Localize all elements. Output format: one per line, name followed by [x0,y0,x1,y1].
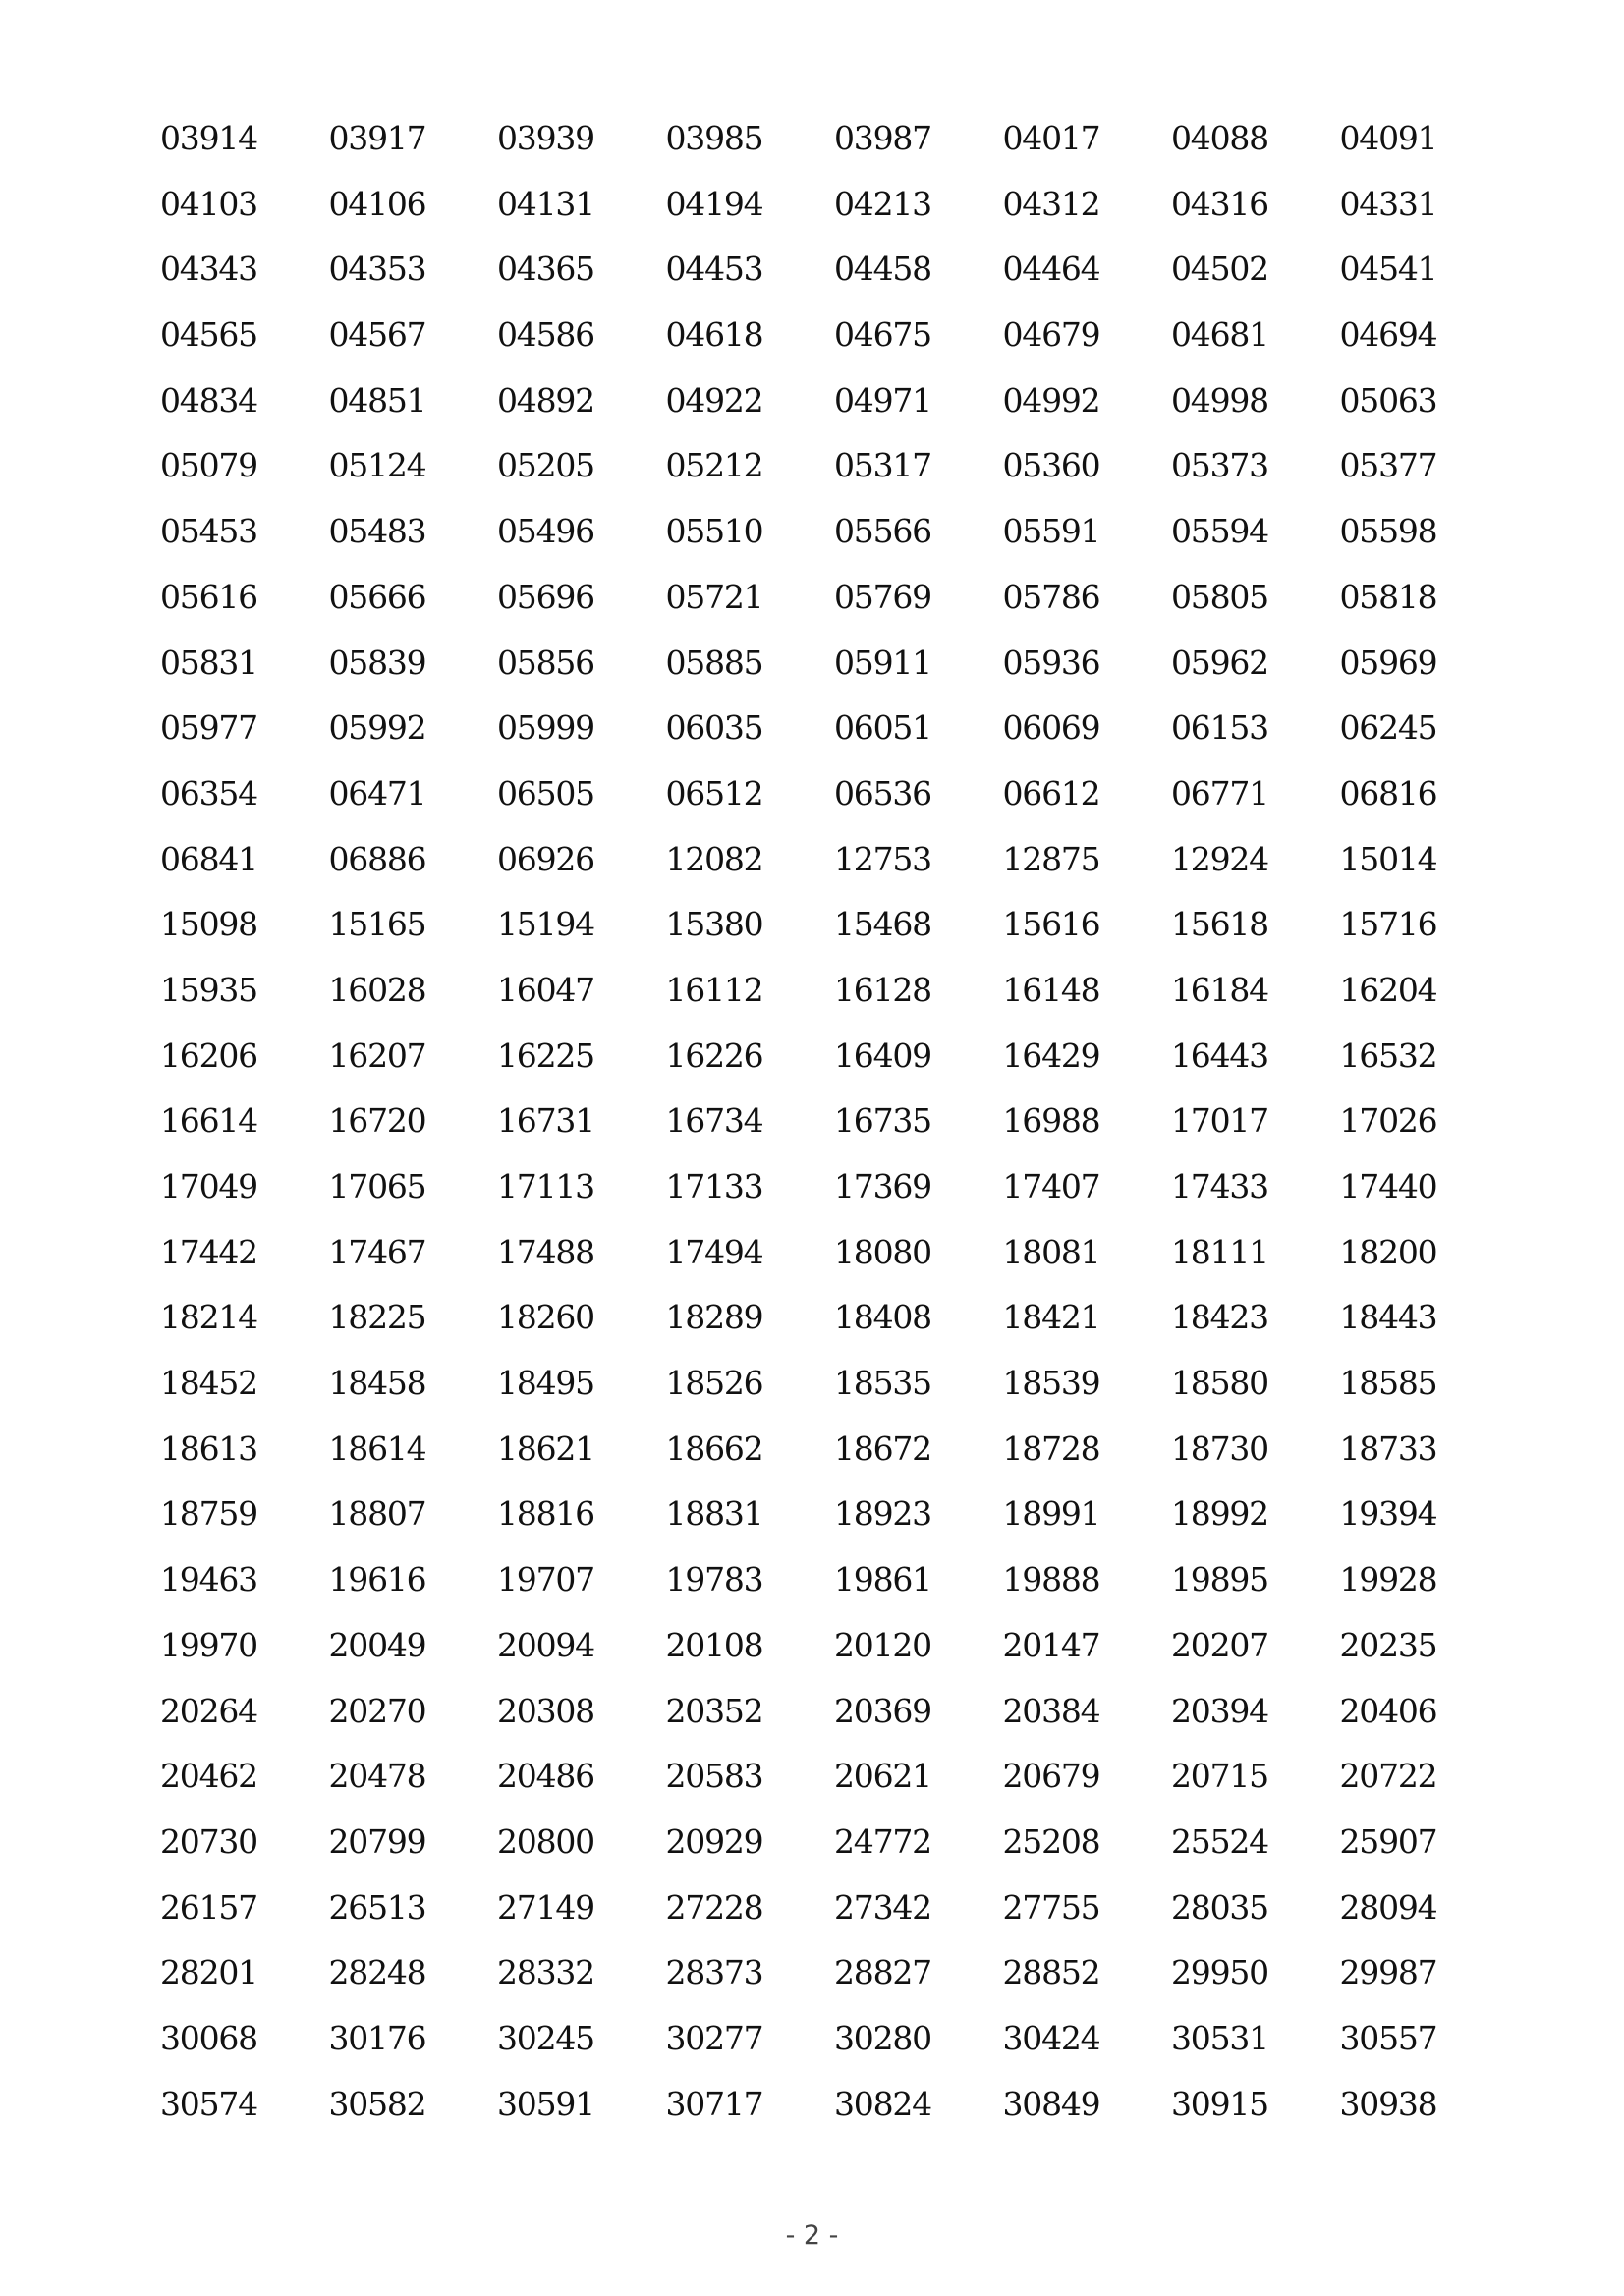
number-cell: 06069 [1002,708,1100,748]
number-cell: 18621 [497,1428,594,1468]
number-cell: 30915 [1171,2084,1268,2123]
number-cell: 30574 [160,2084,257,2123]
number-cell: 05999 [497,708,594,748]
number-cell: 05977 [160,708,257,748]
number-cell: 05696 [497,577,594,616]
number-cell: 06612 [1002,773,1100,812]
number-cell: 06051 [834,708,931,748]
number-cell: 04213 [834,184,931,223]
number-cell: 04091 [1339,119,1437,157]
number-cell: 18816 [497,1494,594,1534]
number-cell: 20679 [1002,1757,1100,1796]
number-cell: 18539 [1002,1364,1100,1403]
number-cell: 29950 [1171,1953,1268,1992]
number-cell: 18991 [1002,1494,1100,1534]
number-cell: 25907 [1339,1821,1437,1861]
number-cell: 04453 [665,250,763,289]
number-cell: 30849 [1002,2084,1100,2123]
number-cell: 18585 [1339,1364,1437,1403]
number-cell: 05566 [834,512,931,551]
number-cell: 27149 [497,1887,594,1927]
number-cell: 05856 [497,643,594,682]
number-cell: 17133 [665,1167,763,1205]
number-cell: 17433 [1171,1167,1268,1205]
number-cell: 05496 [497,512,594,551]
number-cell: 16532 [1339,1036,1437,1075]
number-cell: 06035 [665,708,763,748]
number-cell: 19707 [497,1560,594,1599]
number-cell: 19616 [328,1560,426,1599]
number-cell: 15935 [160,970,257,1009]
number-cell: 05805 [1171,577,1268,616]
number-cell: 18214 [160,1298,257,1337]
number-cell: 20270 [328,1691,426,1730]
number-cell: 04922 [665,380,763,420]
number-cell: 28373 [665,1953,763,1992]
number-cell: 04567 [328,315,426,355]
number-cell: 19861 [834,1560,931,1599]
number-cell: 20800 [497,1821,594,1861]
number-cell: 04618 [665,315,763,355]
number-cell: 26513 [328,1887,426,1927]
number-cell: 06245 [1339,708,1437,748]
number-cell: 05969 [1339,643,1437,682]
number-cell: 20235 [1339,1625,1437,1664]
number-cell: 18423 [1171,1298,1268,1337]
number-cell: 18733 [1339,1428,1437,1468]
number-cell: 17488 [497,1232,594,1271]
number-cell: 12082 [665,839,763,878]
number-cell: 17065 [328,1167,426,1205]
number-cell: 05616 [160,577,257,616]
number-cell: 16429 [1002,1036,1100,1075]
number-cell: 17369 [834,1167,931,1205]
number-cell: 04675 [834,315,931,355]
number-cell: 04998 [1171,380,1268,420]
number-cell: 16028 [328,970,426,1009]
number-cell: 05936 [1002,643,1100,682]
number-cell: 19394 [1339,1494,1437,1534]
number-cell: 20715 [1171,1757,1268,1796]
number-cell: 30531 [1171,2018,1268,2057]
number-cell: 17440 [1339,1167,1437,1205]
number-cell: 04892 [497,380,594,420]
number-cell: 30824 [834,2084,931,2123]
number-cell: 04316 [1171,184,1268,223]
number-cell: 18759 [160,1494,257,1534]
number-cell: 26157 [160,1887,257,1927]
number-cell: 16207 [328,1036,426,1075]
number-cell: 05317 [834,446,931,485]
number-cell: 27342 [834,1887,931,1927]
number-cell: 03917 [328,119,426,157]
number-cell: 04694 [1339,315,1437,355]
number-cell: 18081 [1002,1232,1100,1271]
number-cell: 05212 [665,446,763,485]
number-cell: 18923 [834,1494,931,1534]
number-cell: 05831 [160,643,257,682]
number-cell: 30176 [328,2018,426,2057]
number-cell: 15380 [665,905,763,944]
number-cell: 05666 [328,577,426,616]
number-cell: 04971 [834,380,931,420]
page-number: - 2 - [785,2220,839,2251]
number-cell: 20108 [665,1625,763,1664]
number-cell: 19463 [160,1560,257,1599]
number-cell: 04365 [497,250,594,289]
number-cell: 18526 [665,1364,763,1403]
number-cell: 20730 [160,1821,257,1861]
number-cell: 04103 [160,184,257,223]
number-cell: 18614 [328,1428,426,1468]
number-cell: 06354 [160,773,257,812]
number-cell: 29987 [1339,1953,1437,1992]
number-cell: 18992 [1171,1494,1268,1534]
number-cell: 04017 [1002,119,1100,157]
number-cell: 06153 [1171,708,1268,748]
number-cell: 04834 [160,380,257,420]
number-cell: 04343 [160,250,257,289]
number-cell: 03985 [665,119,763,157]
number-cell: 04851 [328,380,426,420]
number-cell: 30277 [665,2018,763,2057]
number-cell: 05594 [1171,512,1268,551]
number-cell: 20049 [328,1625,426,1664]
number-cell: 16225 [497,1036,594,1075]
number-cell: 30557 [1339,2018,1437,2057]
number-cell: 15618 [1171,905,1268,944]
number-cell: 05598 [1339,512,1437,551]
number-cell: 03914 [160,119,257,157]
number-cell: 18662 [665,1428,763,1468]
number-cell: 17017 [1171,1101,1268,1141]
number-cell: 18200 [1339,1232,1437,1271]
number-cell: 05360 [1002,446,1100,485]
number-cell: 18613 [160,1428,257,1468]
number-cell: 04088 [1171,119,1268,157]
number-cell: 12924 [1171,839,1268,878]
number-cell: 05079 [160,446,257,485]
number-cell: 20094 [497,1625,594,1664]
number-cell: 25208 [1002,1821,1100,1861]
number-cell: 05992 [328,708,426,748]
number-cell: 04106 [328,184,426,223]
number-cell: 16148 [1002,970,1100,1009]
number-cell: 20583 [665,1757,763,1796]
number-cell: 05124 [328,446,426,485]
number-cell: 15014 [1339,839,1437,878]
number-cell: 04502 [1171,250,1268,289]
number-cell: 18458 [328,1364,426,1403]
number-cell: 06771 [1171,773,1268,812]
number-cell: 18580 [1171,1364,1268,1403]
number-cell: 20486 [497,1757,594,1796]
number-cell: 06816 [1339,773,1437,812]
number-cell: 18728 [1002,1428,1100,1468]
number-cell: 16734 [665,1101,763,1141]
number-cell: 15468 [834,905,931,944]
number-cell: 30068 [160,2018,257,2057]
number-cell: 04194 [665,184,763,223]
number-cell: 04353 [328,250,426,289]
number-cell: 30245 [497,2018,594,2057]
number-cell: 20384 [1002,1691,1100,1730]
number-cell: 16184 [1171,970,1268,1009]
number-cell: 04464 [1002,250,1100,289]
number-cell: 05885 [665,643,763,682]
number-cell: 16735 [834,1101,931,1141]
number-cell: 17407 [1002,1167,1100,1205]
number-cell: 05911 [834,643,931,682]
number-cell: 20929 [665,1821,763,1861]
number-cell: 20120 [834,1625,931,1664]
number-cell: 04312 [1002,184,1100,223]
number-cell: 05205 [497,446,594,485]
number-cell: 30717 [665,2084,763,2123]
number-cell: 04331 [1339,184,1437,223]
number-cell: 20369 [834,1691,931,1730]
number-cell: 19970 [160,1625,257,1664]
number-cell: 16206 [160,1036,257,1075]
number-cell: 18111 [1171,1232,1268,1271]
number-cell: 04679 [1002,315,1100,355]
number-cell: 06536 [834,773,931,812]
number-cell: 20207 [1171,1625,1268,1664]
number-cell: 05818 [1339,577,1437,616]
number-cell: 18225 [328,1298,426,1337]
number-cell: 12753 [834,839,931,878]
number-cell: 06841 [160,839,257,878]
number-cell: 05962 [1171,643,1268,682]
number-cell: 16128 [834,970,931,1009]
number-cell: 19928 [1339,1560,1437,1599]
number-cell: 16720 [328,1101,426,1141]
number-cell: 19895 [1171,1560,1268,1599]
number-cell: 17049 [160,1167,257,1205]
number-cell: 06926 [497,839,594,878]
number-cell: 28852 [1002,1953,1100,1992]
number-cell: 18260 [497,1298,594,1337]
number-cell: 25524 [1171,1821,1268,1861]
number-cell: 03987 [834,119,931,157]
number-cell: 20722 [1339,1757,1437,1796]
number-cell: 20621 [834,1757,931,1796]
number-cell: 30280 [834,2018,931,2057]
number-cell: 15194 [497,905,594,944]
number-cell: 18443 [1339,1298,1437,1337]
number-cell: 18408 [834,1298,931,1337]
number-cell: 28094 [1339,1887,1437,1927]
number-cell: 17113 [497,1167,594,1205]
number-cell: 15098 [160,905,257,944]
number-cell: 06505 [497,773,594,812]
number-cell: 16731 [497,1101,594,1141]
number-cell: 17026 [1339,1101,1437,1141]
number-cell: 18672 [834,1428,931,1468]
number-cell: 24772 [834,1821,931,1861]
number-cell: 04586 [497,315,594,355]
number-cell: 06471 [328,773,426,812]
number-cell: 30591 [497,2084,594,2123]
number-cell: 16614 [160,1101,257,1141]
number-cell: 16443 [1171,1036,1268,1075]
number-cell: 16226 [665,1036,763,1075]
number-cell: 27228 [665,1887,763,1927]
number-cell: 20352 [665,1691,763,1730]
number-cell: 05453 [160,512,257,551]
number-cell: 20264 [160,1691,257,1730]
number-cell: 05721 [665,577,763,616]
number-cell: 20799 [328,1821,426,1861]
number-cell: 18289 [665,1298,763,1337]
number-cell: 18831 [665,1494,763,1534]
number-grid [160,119,1457,2153]
number-cell: 30582 [328,2084,426,2123]
number-cell: 15716 [1339,905,1437,944]
number-cell: 04681 [1171,315,1268,355]
number-cell: 05839 [328,643,426,682]
number-cell: 19783 [665,1560,763,1599]
number-cell: 27755 [1002,1887,1100,1927]
number-cell: 16204 [1339,970,1437,1009]
number-cell: 04565 [160,315,257,355]
number-cell: 20406 [1339,1691,1437,1730]
number-cell: 18080 [834,1232,931,1271]
number-cell: 19888 [1002,1560,1100,1599]
number-cell: 12875 [1002,839,1100,878]
number-cell: 04541 [1339,250,1437,289]
number-cell: 05063 [1339,380,1437,420]
number-cell: 18421 [1002,1298,1100,1337]
number-cell: 30424 [1002,2018,1100,2057]
number-cell: 05510 [665,512,763,551]
number-cell: 05786 [1002,577,1100,616]
number-cell: 18495 [497,1364,594,1403]
number-cell: 30938 [1339,2084,1437,2123]
number-cell: 04131 [497,184,594,223]
number-cell: 03939 [497,119,594,157]
number-cell: 18730 [1171,1428,1268,1468]
number-cell: 18452 [160,1364,257,1403]
number-cell: 28248 [328,1953,426,1992]
number-cell: 20394 [1171,1691,1268,1730]
number-cell: 04992 [1002,380,1100,420]
number-cell: 28332 [497,1953,594,1992]
number-cell: 20462 [160,1757,257,1796]
number-cell: 17494 [665,1232,763,1271]
number-cell: 04458 [834,250,931,289]
number-cell: 16409 [834,1036,931,1075]
number-cell: 06886 [328,839,426,878]
number-cell: 06512 [665,773,763,812]
number-cell: 28035 [1171,1887,1268,1927]
number-cell: 17442 [160,1232,257,1271]
number-cell: 20478 [328,1757,426,1796]
number-cell: 18535 [834,1364,931,1403]
number-cell: 05483 [328,512,426,551]
number-cell: 15165 [328,905,426,944]
number-cell: 05377 [1339,446,1437,485]
number-cell: 28827 [834,1953,931,1992]
number-cell: 05373 [1171,446,1268,485]
number-cell: 16112 [665,970,763,1009]
number-cell: 18807 [328,1494,426,1534]
number-cell: 17467 [328,1232,426,1271]
number-cell: 28201 [160,1953,257,1992]
number-cell: 16047 [497,970,594,1009]
number-cell: 20147 [1002,1625,1100,1664]
number-cell: 05591 [1002,512,1100,551]
number-cell: 15616 [1002,905,1100,944]
number-cell: 05769 [834,577,931,616]
number-cell: 20308 [497,1691,594,1730]
number-cell: 16988 [1002,1101,1100,1141]
